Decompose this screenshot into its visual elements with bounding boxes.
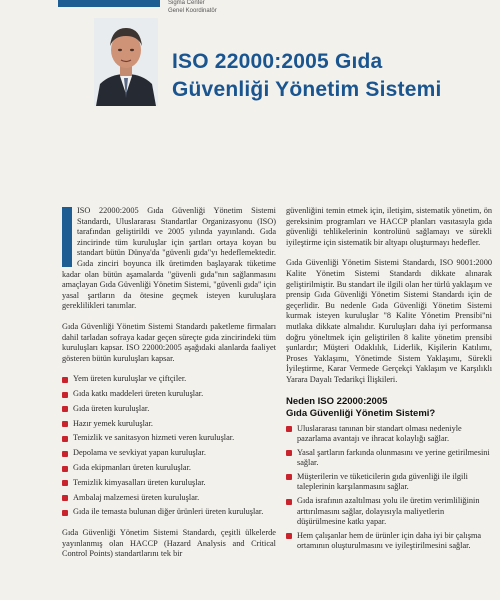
list-item: Hem çalışanlar hem de ürünler için daha iyi bir çalışma ortamının oluşturulmasını ve iyileştirilmesini sağlar. xyxy=(286,531,492,552)
list-item: Depolama ve sevkiyat yapan kuruluşlar. xyxy=(62,448,276,459)
left-column xyxy=(62,206,276,570)
title-line-1: ISO 22000:2005 Gıda xyxy=(172,50,383,73)
scope-bullet-list xyxy=(62,374,276,518)
list-item: Ambalaj malzemesi üreten kuruluşlar. xyxy=(62,493,276,504)
intro-paragraph: ISO 22000:2005 Gıda Güvenliği Yönetim Sistemi Standardı, Uluslararası Standartlar Organizasyonu (ISO) tarafından geliştirildi ve 2005 yılında yayınlandı. Gıda zincirinde tüm kuruluşlar için şartları ortaya koyan bu standart bütün Dünya'da "güvenli gıda"yı hedeflemektedir. Gıda zinciri boyunca ilk üretimden başlayarak tüketime kadar olan bütün aşamalarda "güvenli gıda"nın sağlanmasını amaçlayan Gıda Güvenliği Yönetim Sistemi, "güvenli gıda" için yasal şartların da ötesine geçmek isteyen kuruluşlara gereklilikleri tanımlar. xyxy=(62,206,276,311)
list-item: Temizlik kimyasalları üreten kuruluşlar. xyxy=(62,478,276,489)
red-square-bullet-icon xyxy=(286,533,292,539)
list-item: Müşterilerin ve tüketicilerin gıda güvenliği ile ilgili taleplerinin karşılanmasını sağlar. xyxy=(286,472,492,493)
red-square-bullet-icon xyxy=(286,474,292,480)
list-item: Gıda israfının azaltılması yolu ile üretim verimliliğinin arttırılmasını sağlar, dolayısıyla maliyetlerin düşürülmesine katkı yapar. xyxy=(286,496,492,528)
red-square-bullet-icon xyxy=(286,426,292,432)
red-square-bullet-icon xyxy=(62,436,68,442)
red-square-bullet-icon xyxy=(62,406,68,412)
red-square-bullet-icon xyxy=(286,499,292,505)
author-role-line2: Genel Koordinatör xyxy=(168,8,217,14)
scope-paragraph: Gıda Güvenliği Yönetim Sistemi Standardı paketleme firmaları dahil tarladan sofraya kadar geçen süreçte gıda zincirindeki tüm kuruluşları kapsar. ISO 22000:2005 aşağıdaki alanlarda faaliyet gösteren bütün kuruluşları kapsar. xyxy=(62,321,276,363)
title-line-2: Güvenliği Yönetim Sistemi xyxy=(172,78,442,101)
red-square-bullet-icon xyxy=(62,377,68,383)
goal-paragraph: güvenliğini temin etmek için, iletişim, sistematik yönetim, ön gereksinim programları ve HACCP planları vasıtasıyla gıda güvenliği tehlikelerinin kontrolünü sağlamayı ve sürekli iyileştirme için sistematik bir altyapı oluşturmayı hedefler. xyxy=(286,206,492,247)
list-item: Gıda üreten kuruluşlar. xyxy=(62,404,276,415)
list-item: Gıda katkı maddeleri üreten kuruluşlar. xyxy=(62,389,276,400)
header-accent-bar xyxy=(58,0,160,7)
red-square-bullet-icon xyxy=(62,466,68,472)
list-item: Gıda ile temasta bulunan diğer ürünleri üreten kuruluşlar. xyxy=(62,507,276,518)
article-title xyxy=(172,48,492,104)
list-item: Hazır yemek kuruluşlar. xyxy=(62,419,276,430)
author-role-line1: Sigma Center xyxy=(168,0,205,6)
right-column xyxy=(286,206,492,555)
haccp-paragraph: Gıda Güvenliği Yönetim Sistemi Standardı, çeşitli ülkelerde yayınlanmış olan HACCP (Hazard Analysis and Critical Control Points) standartlarını tek bir xyxy=(62,527,276,559)
benefits-bullet-list xyxy=(286,424,492,553)
list-item: Yem üreten kuruluşlar ve çiftçiler. xyxy=(62,374,276,385)
principles-paragraph: Gıda Güvenliği Yönetim Sistemi Standardı, ISO 9001:2000 Kalite Yönetim Sistemi Standardı dikkate alınarak geliştirilmiştir. Bu standart ile ilgili olan her türlü yaklaşım ve prensip Gıda Güvenliği Yönetim Sistemi Standardı için de geçerlidir. Bu nedenle Gıda Güvenliği Yönetim Sistemi kurmak isteyen kuruluşlar "8 Kalite Yönetim Prensibi"ni mutlaka dikkate almalıdır. Kuruluşları daha iyi performansa doğru yöneltmek için geliştirilen 8 kalite yönetim prensibi şunlardır; Müşteri Odaklılık, Liderlik, Kişilerin Katılımı, Proses Yaklaşımı, Yönetimde Sistem Yaklaşımı, Sürekli İyileştirme, Karar Vermede Gerçekçi Yaklaşım ve Karşılıklı Yarara Dayalı Tedarikçi İlişkileri. xyxy=(286,258,492,384)
list-item: Yasal şartların farkında olunmasını ve yerine getirilmesini sağlar. xyxy=(286,448,492,469)
drop-cap-bar xyxy=(62,207,72,267)
list-item: Uluslararası tanınan bir standart olması nedeniyle pazarlama avantajı ve ihracat kolaylığı sağlar. xyxy=(286,424,492,445)
red-square-bullet-icon xyxy=(62,480,68,486)
red-square-bullet-icon xyxy=(62,510,68,516)
list-item: Gıda ekipmanları üreten kuruluşlar. xyxy=(62,463,276,474)
red-square-bullet-icon xyxy=(286,450,292,456)
list-item: Temizlik ve sanitasyon hizmeti veren kuruluşlar. xyxy=(62,433,276,444)
red-square-bullet-icon xyxy=(62,392,68,398)
author-photo xyxy=(94,18,158,106)
red-square-bullet-icon xyxy=(62,495,68,501)
why-heading: Neden ISO 22000:2005 Gıda Güvenliği Yönetim Sistemi? xyxy=(286,395,436,419)
red-square-bullet-icon xyxy=(62,451,68,457)
red-square-bullet-icon xyxy=(62,421,68,427)
